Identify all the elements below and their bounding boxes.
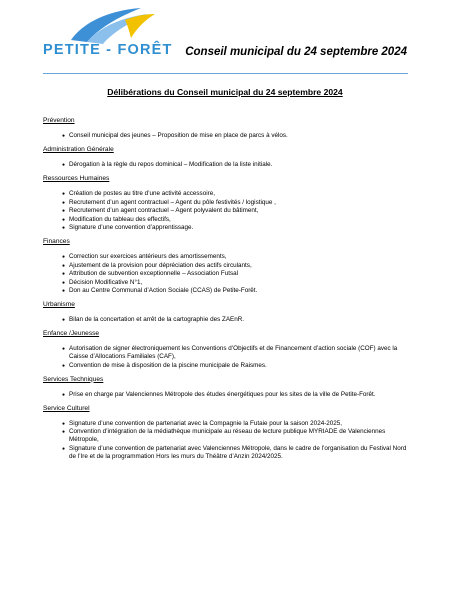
list-item [43,161,413,169]
list-item-text: Don au Centre Communal d’Action Sociale (CCAS) de Petite-Forêt. [69,287,258,294]
section [43,117,413,140]
header-divider [43,73,408,74]
list-item [43,253,413,261]
section-title: Service Culturel [43,404,90,412]
section-items [43,253,413,295]
bullet-icon: ● [62,279,66,286]
list-item-text: Signature d’une convention d’apprentissage. [69,224,194,231]
list-item [43,287,413,295]
list-item-text: Conseil municipal des jeunes – Proposition de mise en place de parcs à vélos. [69,132,288,139]
section-items [43,161,413,169]
list-item [43,391,413,399]
section-items [43,420,413,461]
section-items [43,190,413,232]
bullet-icon: ● [62,271,66,277]
list-item [43,216,413,224]
list-item-text: Recrutement d’un agent contractuel – Agent du pôle festivités / logistique , [69,198,276,206]
list-item [43,190,413,198]
list-item-text: Prise en charge par Valenciennes Métropole des études énergétiques pour les sites de la ville de Petite-Forêt. [69,390,376,398]
bullet-icon: ● [62,262,66,269]
bullet-icon: ● [62,225,66,231]
section-title: Urbanisme [43,301,75,308]
list-item [43,262,413,270]
document-title: Délibérations du Conseil municipal du 24 septembre 2024 [107,87,343,97]
bullet-icon: ● [62,420,66,427]
section-title: Finances [43,238,70,245]
bullet-icon: ● [62,133,66,139]
list-item-text: Attribution de subvention exceptionnelle – Association Futsal [69,270,239,277]
petite-foret-logo [43,6,173,68]
section-items [43,316,413,324]
list-item-text: Correction sur exercices antérieurs des amortissements, [69,253,227,260]
section [43,376,413,399]
bullet-icon: ● [62,254,66,260]
header-title: Conseil municipal du 24 septembre 2024 [185,46,407,58]
list-item-text: Dérogation à la règle du repos dominical – Modification de la liste initiale. [69,161,273,168]
list-item-text: Décision Modificative N°1, [69,278,143,286]
bullet-icon: ● [62,208,66,214]
list-item [43,224,413,232]
list-item [43,270,413,278]
section-title: Services Techniques [43,375,104,383]
section [43,146,413,169]
list-item-text: Convention d’intégration de la médiathèque municipale au réseau de lecture publique MYRIADE de Valenciennes Métropole, [69,428,386,443]
logo-text: PETITE - FORÊT [43,42,173,58]
bullet-icon: ● [62,317,66,323]
list-item-text: Signature d’une convention de partenariat avec Valenciennes Métropole, dans le cadre de l’organisation du Festival Nord de l’Ire et de la programmation Hors les murs du Théâtre d’Anzin 2024/2025. [69,444,407,460]
section [43,330,413,370]
list-item-text: Modification du tableau des effectifs, [69,215,171,223]
bullet-icon: ● [62,199,66,206]
section-title: Administration Générale [43,146,114,153]
list-item [43,445,413,461]
bullet-icon: ● [62,362,66,369]
list-item [43,420,413,428]
list-item [43,207,413,215]
bullet-icon: ● [62,429,66,435]
section-items [43,391,413,399]
list-item-text: Recrutement d’un agent contractuel – Agent polyvalent du bâtiment, [69,207,259,214]
list-item [43,279,413,287]
bullet-icon: ● [62,191,66,197]
section-title: Enfance /Jeunesse [43,330,100,337]
section-items [43,132,413,140]
section [43,405,413,461]
list-item [43,316,413,324]
logo-swoosh-icon [65,6,160,46]
section [43,301,413,324]
list-item-text: Convention de mise à disposition de la piscine municipale de Raismes. [69,361,267,369]
list-item-text: Ajustement de la provision pour dépréciation des actifs circulants, [69,261,252,269]
bullet-icon: ● [62,445,66,452]
list-item-text: Autorisation de signer électroniquement les Conventions d’Objectifs et de Financement d’action sociale (COF) avec la Caisse d’Allocations Familiales (CAF), [69,345,398,360]
list-item [43,345,413,361]
section-title: Prévention [43,117,75,124]
section [43,238,413,295]
bullet-icon: ● [62,346,66,352]
section-items [43,345,413,370]
bullet-icon: ● [62,288,66,294]
list-item-text: Bilan de la concertation et arrêt de la cartographie des ZAEnR. [69,316,245,323]
section [43,175,413,232]
deliberations-list [43,117,413,467]
bullet-icon: ● [62,216,66,223]
list-item [43,362,413,370]
list-item-text: Création de postes au titre d’une activité accessoire, [69,190,215,197]
list-item [43,428,413,444]
list-item [43,199,413,207]
bullet-icon: ● [62,391,66,398]
bullet-icon: ● [62,162,66,168]
list-item-text: Signature d’une convention de partenariat avec la Compagnie la Futaie pour la saison 2024-2025, [69,419,343,427]
section-title: Ressources Humaines [43,175,110,182]
list-item [43,132,413,140]
